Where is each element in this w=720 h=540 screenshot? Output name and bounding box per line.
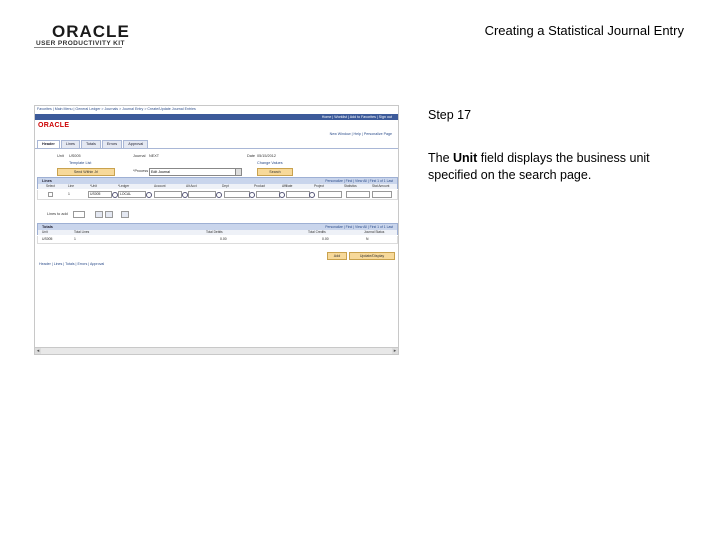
dept-field[interactable] [224, 191, 250, 198]
lines-to-add-label: Lines to add [47, 212, 68, 216]
stat-amount-field[interactable] [372, 191, 392, 198]
add-button[interactable]: Add [327, 252, 347, 260]
tab-lines[interactable]: Lines [61, 140, 80, 148]
affiliate-field[interactable] [286, 191, 310, 198]
tab-approval[interactable]: Approval [123, 140, 148, 148]
slide-title: Creating a Statistical Journal Entry [484, 23, 684, 38]
lines-row [37, 190, 398, 200]
ledger-field[interactable] [118, 191, 146, 198]
change-values-link[interactable]: Change Values [257, 161, 283, 165]
scroll-left-icon[interactable]: ◂ [36, 348, 40, 354]
delete-lines-icon[interactable] [105, 211, 113, 218]
lines-to-add-field[interactable] [73, 211, 85, 218]
horizontal-scrollbar[interactable] [35, 347, 398, 354]
app-screenshot [34, 105, 399, 355]
col-total-lines: Total Lines [74, 230, 90, 234]
scroll-right-icon[interactable]: ▸ [393, 348, 397, 354]
oracle-logo: ORACLE [52, 22, 130, 41]
product-lookup-icon[interactable] [279, 192, 285, 198]
step-description [428, 150, 690, 184]
totals-row [37, 236, 398, 244]
send-within-button[interactable]: Send Within Jrl [57, 168, 115, 176]
col-totals-unit: Unit [42, 230, 48, 234]
totals-grid-nav[interactable]: Personalize | Find | View All | First 1 of 1 Last [325, 225, 393, 229]
logo-divider [34, 47, 122, 48]
unit-value: US005 [69, 154, 81, 158]
affiliate-lookup-icon[interactable] [309, 192, 315, 198]
ledger-lookup-icon[interactable] [146, 192, 152, 198]
unit-field-value: US005 [90, 192, 101, 196]
col-statistics: Statistics [344, 184, 357, 188]
lines-column-headers [37, 184, 398, 189]
totals-debits: 0.00 [220, 237, 227, 241]
tab-divider [35, 148, 398, 149]
dept-lookup-icon[interactable] [249, 192, 255, 198]
process-select[interactable] [149, 168, 242, 176]
journal-label: Journal [133, 154, 146, 158]
date-value: 05/15/2012 [257, 154, 277, 158]
tab-errors[interactable]: Errors [102, 140, 122, 148]
col-alt-acct: Alt Acct [186, 184, 197, 188]
desc-text-after: field displays the business unit specified on the search page. [428, 151, 650, 182]
col-account: Account [154, 184, 166, 188]
alt-acct-lookup-icon[interactable] [216, 192, 222, 198]
app-oracle-logo: ORACLE [38, 122, 70, 129]
tab-header[interactable]: Header [37, 140, 60, 148]
template-list-link[interactable]: Template List [69, 161, 92, 165]
col-stat-amount: Stat Amount [372, 184, 390, 188]
product-field[interactable] [256, 191, 280, 198]
col-project: Project [314, 184, 324, 188]
chevron-down-icon [235, 169, 241, 175]
update-display-button[interactable]: Update/Display [349, 252, 395, 260]
col-journal-status: Journal Status [364, 230, 385, 234]
col-product: Product [254, 184, 265, 188]
unit-label: Unit [57, 154, 64, 158]
row-line-number: 1 [68, 192, 70, 196]
copy-lines-icon[interactable] [121, 211, 129, 218]
nav-links[interactable]: Home | Worklist | Add to Favorites | Sign out [321, 115, 392, 119]
unit-field[interactable] [88, 191, 112, 198]
bottom-tab-links[interactable]: Header | Lines | Totals | Errors | Approval [39, 262, 105, 266]
col-unit: *Unit [90, 184, 97, 188]
totals-column-headers [37, 230, 398, 235]
col-affiliate: Affiliate [282, 184, 293, 188]
tab-totals[interactable]: Totals [81, 140, 101, 148]
totals-grid-title: Totals [42, 225, 53, 229]
insert-lines-icon[interactable] [95, 211, 103, 218]
date-label: Date [247, 154, 256, 158]
desc-text-bold: Unit [453, 151, 478, 165]
col-total-debits: Total Debits [206, 230, 223, 234]
col-dept: Dept [222, 184, 229, 188]
totals-credits: 0.00 [322, 237, 329, 241]
ledger-field-value: LOCAL [120, 192, 132, 196]
page-links[interactable]: New Window | Help | Personalize Page [329, 132, 392, 136]
lines-grid-title: Lines [42, 179, 52, 183]
search-button[interactable]: Search [257, 168, 293, 176]
col-select: Select [46, 184, 55, 188]
process-select-value: Edit Journal [151, 170, 170, 174]
project-field[interactable] [318, 191, 342, 198]
row-select-checkbox[interactable] [48, 192, 53, 197]
account-field[interactable] [154, 191, 182, 198]
col-ledger: *Ledger [118, 184, 130, 188]
page-tabs [37, 140, 148, 148]
journal-value: NEXT [149, 154, 160, 158]
col-line: Line [68, 184, 75, 188]
step-label: Step 17 [428, 108, 472, 122]
col-total-credits: Total Credits [308, 230, 326, 234]
lines-grid-nav[interactable]: Personalize | Find | View All | First 1 of 1 Last [325, 179, 393, 183]
desc-text-before: The [428, 151, 454, 165]
totals-status: N [366, 237, 369, 241]
statistics-field[interactable] [346, 191, 370, 198]
alt-acct-field[interactable] [188, 191, 216, 198]
totals-lines: 1 [74, 237, 76, 241]
process-label: *Process [133, 169, 149, 173]
upk-logo-subtitle: USER PRODUCTIVITY KIT [36, 40, 125, 47]
totals-unit: US005 [42, 237, 53, 241]
breadcrumb[interactable]: Favorites | Main Menu | General Ledger > Journals > Journal Entry > Create/Update Journal Entries [37, 107, 196, 111]
